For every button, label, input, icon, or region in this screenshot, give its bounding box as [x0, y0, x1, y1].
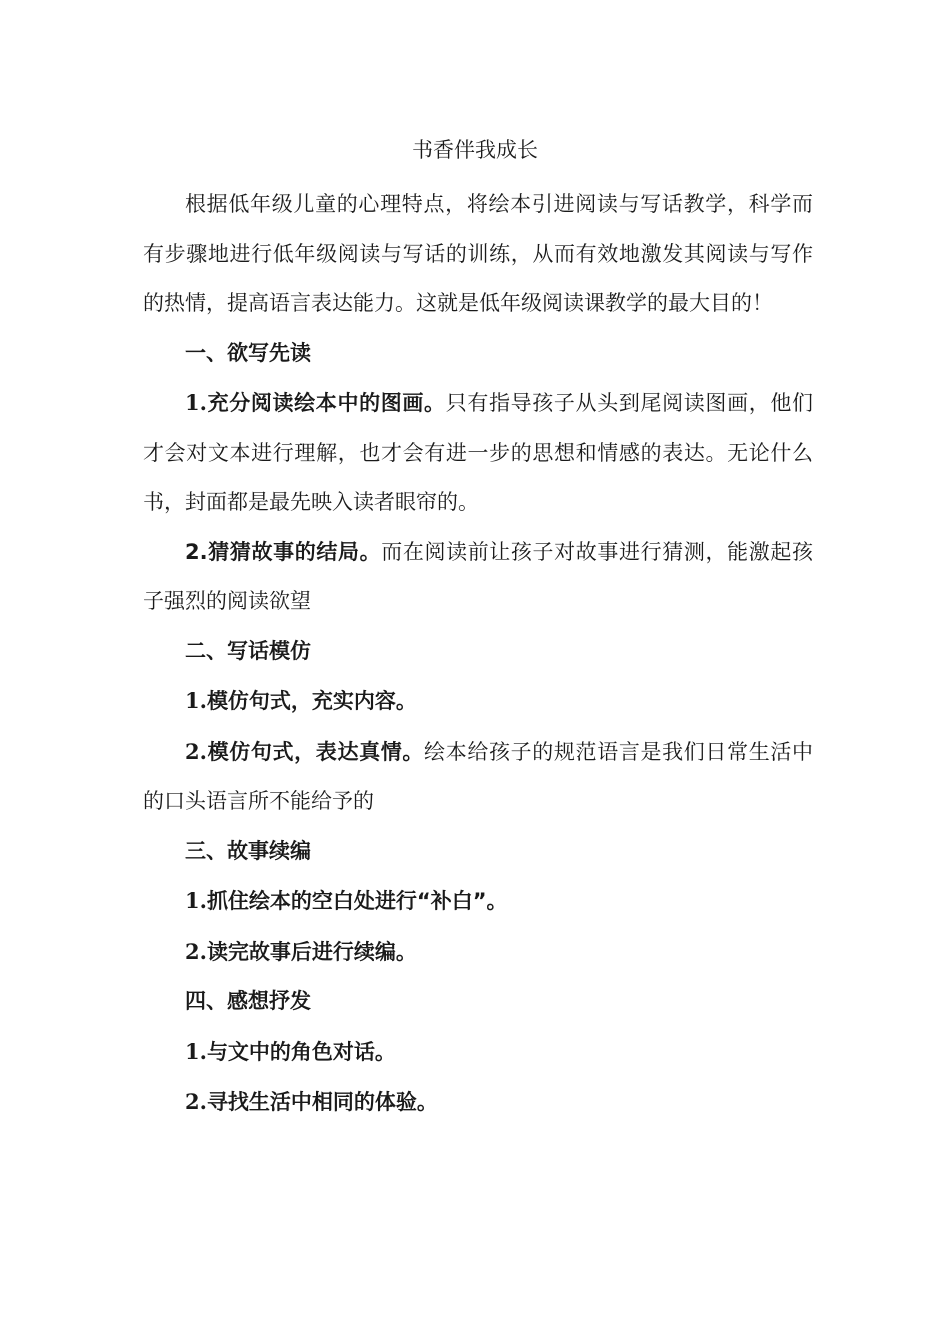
item-number: 2.	[185, 539, 208, 564]
list-item	[143, 727, 813, 827]
item-text: 而在阅读前让孩子对故事进行猜测，能激起孩子强烈的阅读欲望	[143, 539, 814, 613]
item-text: 只有指导孩子从头到尾阅读图画，他们才会对文本进行理解，也才会有进一步的思想和情感的表达。无论什么书，封面都是最先映入读者眼帘的。	[143, 391, 814, 514]
item-bold-lead: 寻找生活中相同的体验。	[206, 1090, 438, 1114]
list-item	[143, 1027, 813, 1078]
item-bold-lead: 读完故事后进行续编。	[206, 939, 417, 964]
item-number: 1.	[185, 1038, 207, 1064]
document-body	[143, 180, 813, 1128]
item-number: 2.	[185, 938, 207, 964]
document-title: 书香伴我成长	[412, 138, 538, 162]
section-heading: 一、欲写先读	[185, 340, 311, 365]
item-bold-lead: 充分阅读绘本中的图画。	[206, 391, 446, 415]
section-heading: 三、故事续编	[185, 838, 311, 863]
item-text: 绘本给孩子的规范语言是我们日常生活中的口头语言所不能给予的	[143, 739, 814, 813]
section-heading: 二、写话模仿	[185, 638, 311, 663]
list-item	[143, 676, 813, 727]
list-item	[143, 927, 813, 978]
list-item	[143, 378, 813, 528]
intro-paragraph: 根据低年级儿童的心理特点，将绘本引进阅读与写话教学，科学而有步骤地进行低年级阅读与写话的训练，从而有效地激发其阅读与写作的热情，提高语言表达能力。这就是低年级阅读课教学的最大目的！	[143, 192, 813, 315]
item-bold-lead: 模仿句式，表达真情。	[206, 739, 425, 764]
item-bold-lead: 抓住绘本的空白处进行“补白”。	[206, 889, 508, 913]
item-bold-lead: 猜猜故事的结局。	[207, 539, 382, 564]
list-item	[143, 876, 813, 927]
list-item	[143, 528, 813, 627]
list-item	[143, 1077, 813, 1128]
item-number: 2.	[185, 738, 207, 764]
item-bold-lead: 与文中的角色对话。	[206, 1039, 396, 1064]
item-bold-lead: 模仿句式，充实内容。	[206, 689, 417, 713]
section-heading: 四、感想抒发	[185, 989, 311, 1013]
item-number: 1.	[185, 888, 207, 913]
item-number: 1.	[185, 390, 207, 415]
item-number: 1.	[185, 688, 207, 713]
item-number: 2.	[185, 1089, 207, 1114]
